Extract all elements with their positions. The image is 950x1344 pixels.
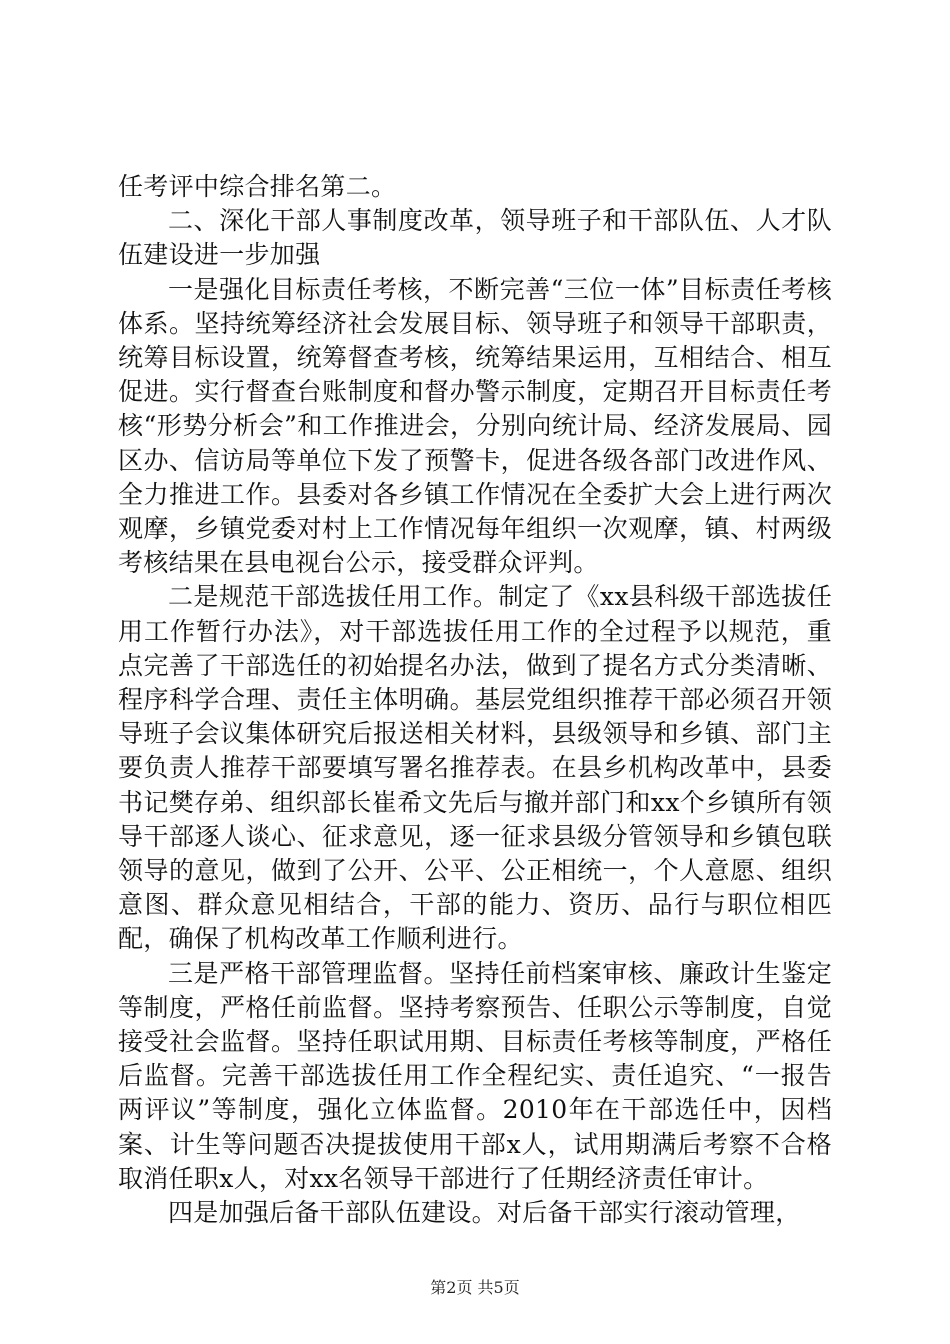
page-number-footer: 第2页 共5页 (430, 1278, 520, 1297)
paragraph-reserve-cadres: 四是加强后备干部队伍建设。对后备干部实行滚动管理， (168, 1198, 801, 1228)
document-body (118, 170, 832, 1230)
paragraph-cadre-selection: 二是规范干部选拔任用工作。制定了《xx县科级干部选拔任用工作暂行办法》，对干部选拔任用工作的全过程予以规范，重点完善了干部选任的初始提名办法，做到了提名方式分类清晰、程序科学合理、责任主体明确。基层党组织推荐干部必须召开领导班子会议集体研究后报送相关材料，县级领导和乡镇、部门主要负责人推荐干部要填写署名推荐表。在县乡机构改革中，县委书记樊存弟、组织部长崔希文先后与撤并部门和xx个乡镇所有领导干部逐人谈心、征求意见，逐一征求县级分管领导和乡镇包联领导的意见，做到了公开、公平、公正相统一，个人意愿、组织意图、群众意见相结合，干部的能力、资历、品行与职位相匹配，确保了机构改革工作顺利进行。 (118, 582, 832, 954)
paragraph-target-assessment: 一是强化目标责任考核，不断完善“三位一体”目标责任考核体系。坚持统筹经济社会发展目标、领导班子和领导干部职责，统筹目标设置，统筹督查考核，统筹结果运用，互相结合、相互促进。实行督查台账制度和督办警示制度，定期召开目标责任考核“形势分析会”和工作推进会，分别向统计局、经济发展局、园区办、信访局等单位下发了预警卡，促进各级各部门改进作风、全力推进工作。县委对各乡镇工作情况在全委扩大会上进行两次观摩，乡镇党委对村上工作情况每年组织一次观摩，镇、村两级考核结果在县电视台公示，接受群众评判。 (118, 274, 832, 578)
paragraph-cadre-supervision: 三是严格干部管理监督。坚持任前档案审核、廉政计生鉴定等制度，严格任前监督。坚持考察预告、任职公示等制度，自觉接受社会监督。坚持任职试用期、目标责任考核等制度，严格任后监督。完善干部选拔任用工作全程纪实、责任追究、“一报告两评议”等制度，强化立体监督。2010年在干部选任中，因档案、计生等问题否决提拔使用干部x人，试用期满后考察不合格取消任职x人，对xx名领导干部进行了任期经济责任审计。 (118, 958, 832, 1193)
paragraph-continuation: 任考评中综合排名第二。 (118, 172, 397, 201)
section-heading: 二、深化干部人事制度改革，领导班子和干部队伍、人才队伍建设进一步加强 (118, 206, 832, 270)
